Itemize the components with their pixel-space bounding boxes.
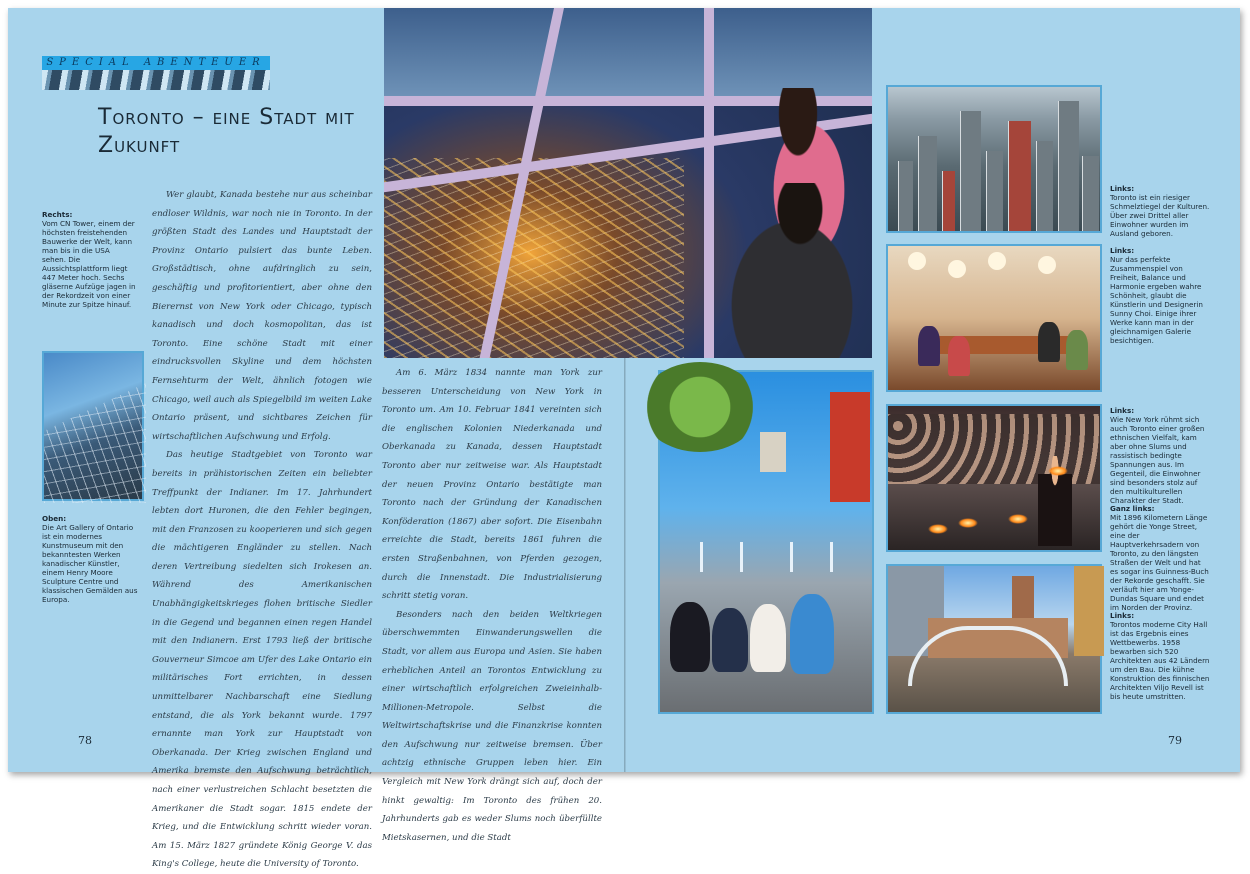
caption-head: Oben: <box>42 514 67 523</box>
caption-text: Wie New York rühmt sich auch Toronto einer großen ethnischen Vielfalt, kam aber ohne Slums und rassistisch bedingte Spannungen aus. Im Gegenteil, die Einwohner sind besonders stolz auf den multikulturellen Charakter der Stadt. <box>1110 415 1205 505</box>
body-paragraph: Am 6. März 1834 nannte man York zur besseren Unterscheidung von New York in Toronto um. Am 10. Februar 1841 vereinten sich die englischen Kolonien Niederkanada und Oberkanada zu Kanada, dessen Hauptstadt Toronto aber nur zeitweise war. Als Hauptstadt der neuen Provinz Ontario bestätigte man Toronto nach der Gründung der Kanadischen Konföderation (1867) aber sofort. Die Eisenbahn erreichte die Stadt, bereits 1861 fuhren die ersten Straßenbahnen, von Pferden gezogen, durch die Innenstadt. Die Industrialisierung schritt stetig voran. <box>382 368 602 602</box>
lamp <box>948 260 966 278</box>
fire-dancer-photo <box>886 404 1102 552</box>
billboard <box>760 432 786 472</box>
photo-sky <box>384 8 872 98</box>
caption-text: Vom CN Tower, einem der höchsten freistehenden Bauwerke der Welt, kann man bis in die USA sehen. Die Aussichtsplattform liegt 447 Meter hoch. Sechs gläserne Aufzüge jagen in der Rekordzeit von einer Minute zur Spitze hinauf. <box>42 219 136 309</box>
lamp <box>908 252 926 270</box>
person <box>918 326 940 366</box>
magazine-spread <box>8 8 1240 870</box>
person <box>712 608 748 672</box>
yonge-dundas-square-photo <box>658 370 874 714</box>
caption-art-gallery <box>42 514 142 604</box>
caption-gallery <box>1110 246 1210 345</box>
glass-facade <box>44 383 146 503</box>
caption-text: Mit 1896 Kilometern Länge gehört die Yonge Street, eine der Hauptverkehrsadern von Toronto, zu den längsten Straßen der Welt und hat es sogar ins Guinness-Buch der Rekorde geschafft. Sie verläuft hier am Yonge-Dundas Square und endet im Norden der Provinz. <box>1110 513 1209 612</box>
sunny-choi-gallery-photo <box>886 244 1102 392</box>
body-paragraph: Das heutige Stadtgebiet von Toronto war bereits in prähistorischen Zeiten ein beliebter Treffpunkt der Indianer. Im 17. Jahrhundert lebten dort Huronen, die den Fehler begingen, mit den Franzosen zu kooperieren und sich gegen die mächtigeren Engländer zu stellen. Nach deren Vertreibung siedelten sich Irokesen an. Während des Amerikanischen Unabhängigkeitskrieges flohen britische Siedler in die Gegend und begannen einen regen Handel mit den Indianern. Erst 1793 ließ der britische Gouverneur Simcoe am Ufer des Lake Ontario ein militärisches Fort errichten, in dessen unmittelbarer Nachbarschaft eine Siedlung entstand, die als York bekannt wurde. 1797 ernannte man York zur Hauptstadt von Oberkanada. Der Krieg zwischen England und Amerika bremste den Aufschwung beträchtlich, nach einer verlustreichen Schlacht besetzten die Amerikaner die Stadt sogar. 1815 endete der Krieg, und die Entwicklung schritt wieder voran. Am 15. März 1827 gründete König George V. das King's College, heute die University of Toronto. <box>152 450 372 870</box>
toronto-aerial-photo <box>886 85 1102 233</box>
fountain-jet <box>740 542 743 572</box>
caption-head: Links: <box>1110 406 1135 415</box>
caption-head: Links: <box>1110 611 1135 620</box>
fountain-jet <box>790 542 793 572</box>
caption-cn-tower <box>42 210 136 309</box>
person <box>670 602 710 672</box>
billboard <box>830 392 870 502</box>
body-paragraph: Wer glaubt, Kanada bestehe nur aus scheinbar endloser Wildnis, war noch nie in Toronto. In der größten Stadt des Landes und Hauptstadt der Provinz Ontario pulsiert das bunte Leben. Großstädtisch, ohne aufdringlich zu sein, geschäftig und profitorientiert, aber ohne den Bierernst von New York oder Chicago, typisch kanadisch und doch kosmopolitan, das ist Toronto. Eine schöne Stadt mit einer eindrucksvollen Skyline und dem höchsten Fernsehturm der Welt, ähnlich fotogen wie Chicago, weil auch als Spiegelbild im weiten Lake Ontario präsent, und sichtbares Zeichen für wirtschaftlichen Aufschwung und Erfolg. <box>152 190 372 442</box>
section-banner <box>42 56 270 90</box>
caption-text: Toronto ist ein riesiger Schmelztiegel der Kulturen. Über zwei Drittel aller Einwohner wurden im Ausland geboren. <box>1110 193 1210 238</box>
caption-head: Rechts: <box>42 210 73 219</box>
flame <box>928 524 948 534</box>
body-paragraph: Besonders nach den beiden Weltkriegen überschwemmten Einwanderungswellen die Stadt, vor allem aus Europa und Asien. Sie haben erheblichen Anteil an Torontos Entwicklung zu einer wirtschaftlich erfolgreichen Zweieinhalb-Millionen-Metropole. Selbst die Weltwirtschaftskrise und die Finanzkrise konnten den Aufschwung nur zeitweise bremsen. Über achtzig ethnische Gruppen leben hier. Ein Vergleich mit New York drängt sich auf, doch der hinkt gewaltig: Im Toronto des frühen 20. Jahrhunderts gab es weder Slums noch überfüllte Mietskasernen, und die Stadt <box>382 609 602 843</box>
caption-head: Links: <box>1110 246 1135 255</box>
caption-head: Links: <box>1110 184 1135 193</box>
person <box>750 604 786 672</box>
body-column-1 <box>152 186 372 874</box>
person <box>790 594 834 674</box>
flame <box>958 518 978 528</box>
flame <box>1008 514 1028 524</box>
caption-head: Ganz links: <box>1110 504 1155 513</box>
cn-tower-glass-floor-photo <box>384 8 872 358</box>
page-number-left: 78 <box>78 734 92 747</box>
caption-city-hall <box>1110 611 1210 701</box>
fountain-jet <box>700 542 703 572</box>
caption-diversity <box>1110 406 1210 505</box>
caption-yonge-street <box>1110 504 1210 612</box>
flame <box>1048 466 1068 476</box>
caption-aerial <box>1110 184 1210 238</box>
building <box>942 171 955 231</box>
page-number-right: 79 <box>1168 734 1182 747</box>
city-lights <box>384 158 684 358</box>
article-title: Toronto – eine Stadt mit Zukunft <box>98 105 355 158</box>
section-label: SPECIAL ABENTEUER <box>42 56 270 70</box>
building <box>1036 141 1053 231</box>
caption-text: Torontos moderne City Hall ist das Ergebnis eines Wettbewerbs. 1958 bewarben sich 520 Architekten aus 42 Ländern um den Bau. Die kühne Konstruktion des finnischen Architekten Viljo Revell ist bis heute umstritten. <box>1110 620 1210 701</box>
body-column-2 <box>382 364 602 847</box>
visitor-man <box>704 183 864 358</box>
banner-photo-strip <box>42 70 270 90</box>
skyscraper <box>1074 566 1104 656</box>
building <box>1008 121 1031 231</box>
fountain-jet <box>830 542 833 572</box>
person <box>948 336 970 376</box>
building <box>918 136 937 231</box>
building <box>960 111 981 231</box>
building <box>1058 101 1079 231</box>
person <box>1038 322 1060 362</box>
building <box>986 151 1003 231</box>
building <box>1082 156 1099 231</box>
caption-text: Nur das perfekte Zusammenspiel von Freiheit, Balance und Harmonie ergeben wahre Schönheit, glaubt die Künstlerin und Designerin Sunny Choi. Einige ihrer Werke kann man in der gleichnamigen Galerie besichtigen. <box>1110 255 1203 345</box>
city-hall-photo <box>886 564 1102 714</box>
lamp <box>988 252 1006 270</box>
person <box>1066 330 1088 370</box>
art-gallery-photo <box>42 351 144 501</box>
lamp <box>1038 256 1056 274</box>
tree <box>640 362 760 452</box>
caption-text: Die Art Gallery of Ontario ist ein modernes Kunstmuseum mit den bekanntesten Werken kanadischer Künstler, einem Henry Moore Sculpture Centre und klassischen Gemälden aus Europa. <box>42 523 138 604</box>
building <box>898 161 913 231</box>
